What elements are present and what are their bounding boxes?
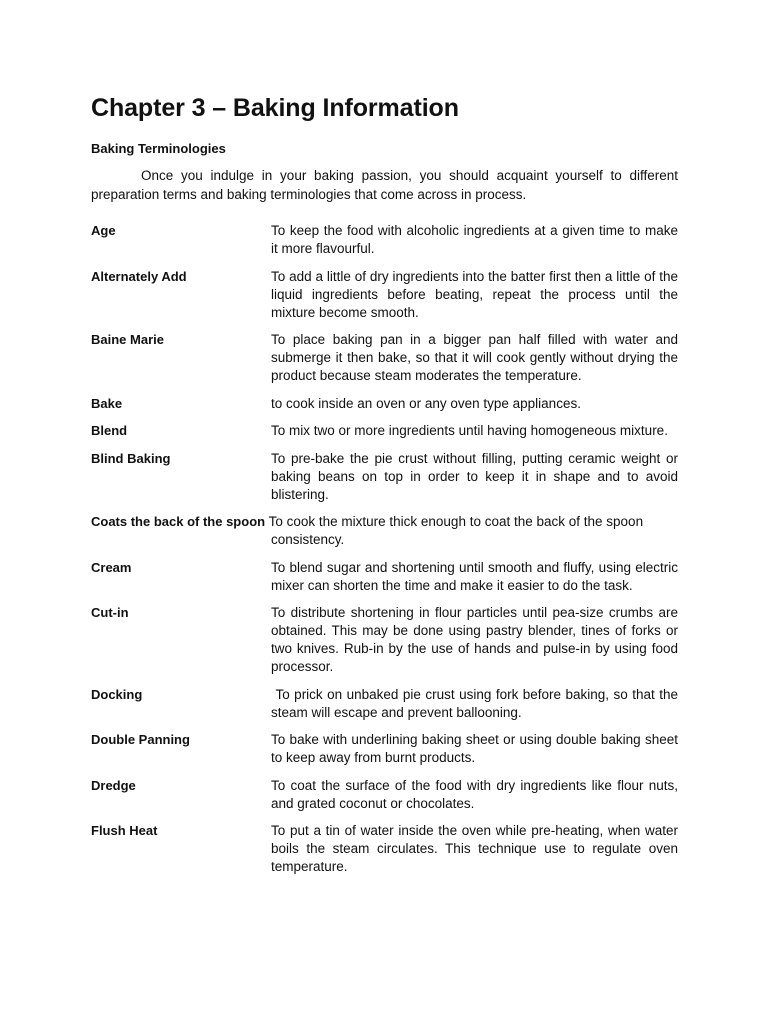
term-row xyxy=(91,731,678,767)
term-label: Alternately Add xyxy=(91,268,187,284)
document-page xyxy=(91,92,678,886)
term-label: Docking xyxy=(91,686,143,702)
term-definition-first-line: To cook the mixture thick enough to coat the back of the spoon xyxy=(268,514,644,529)
term-row xyxy=(91,822,678,876)
term-definition: To blend sugar and shortening until smooth and fluffy, using electric mixer can shorten the time and make it easier to do the task. xyxy=(271,559,678,593)
section-heading: Baking Terminologies xyxy=(91,141,226,156)
term-label: Dredge xyxy=(91,777,136,793)
term-row xyxy=(91,777,678,813)
term-definition: To add a little of dry ingredients into the batter first then a little of the liquid ingredients before beating, repeat the process until the mixture become smooth. xyxy=(271,268,678,320)
term-definition: To pre-bake the pie crust without filling, putting ceramic weight or baking beans on top in order to keep it in shape and to avoid blistering. xyxy=(271,450,678,502)
term-row xyxy=(91,395,678,413)
chapter-title: Chapter 3 – Baking Information xyxy=(91,94,459,122)
term-label: Blind Baking xyxy=(91,450,171,466)
term-definition: To place baking pan in a bigger pan half filled with water and submerge it then bake, so that it will cook gently without drying the product because steam moderates the temperature. xyxy=(271,332,678,383)
term-inline-block xyxy=(91,513,678,549)
term-row xyxy=(91,686,678,722)
term-row xyxy=(91,604,678,676)
term-label: Coats the back of the spoon xyxy=(91,514,266,529)
term-label: Age xyxy=(91,223,116,238)
term-label: Cream xyxy=(91,559,132,575)
term-definition: To coat the surface of the food with dry ingredients like flour nuts, and grated coconut or chocolates. xyxy=(271,777,678,811)
term-label: Blend xyxy=(91,423,128,438)
term-definition: To mix two or more ingredients until having homogeneous mixture. xyxy=(271,423,668,438)
terms-list xyxy=(91,222,678,876)
term-definition: To prick on unbaked pie crust using fork before baking, so that the steam will escape and prevent ballooning. xyxy=(271,686,678,720)
term-definition-rest: consistency. xyxy=(271,532,345,547)
term-row xyxy=(91,450,678,504)
term-row xyxy=(91,331,678,385)
term-label: Cut-in xyxy=(91,605,129,620)
term-row xyxy=(91,422,678,440)
term-label: Baine Marie xyxy=(91,332,164,347)
term-definition: To bake with underlining baking sheet or using double baking sheet to keep away from burnt products. xyxy=(271,732,678,765)
term-label: Flush Heat xyxy=(91,823,158,838)
term-row xyxy=(91,222,678,258)
term-definition: To distribute shortening in flour particles until pea-size crumbs are obtained. This may be done using pastry blender, tines of forks or two knives. Rub-in by the use of hands and pulse-in by using food processor. xyxy=(271,605,678,674)
term-label: Double Panning xyxy=(91,732,190,747)
term-row xyxy=(91,559,678,595)
term-label: Bake xyxy=(91,395,123,411)
term-row xyxy=(91,513,678,549)
term-definition: To keep the food with alcoholic ingredients at a given time to make it more flavourful. xyxy=(271,223,678,256)
term-definition: To put a tin of water inside the oven while pre-heating, when water boils the steam circulates. This technique use to regulate oven temperature. xyxy=(271,823,678,874)
intro-paragraph: Once you indulge in your baking passion, you should acquaint yourself to different preparation terms and baking terminologies that come across in process. xyxy=(91,168,678,202)
term-definition: to cook inside an oven or any oven type appliances. xyxy=(271,395,581,411)
term-row xyxy=(91,268,678,322)
